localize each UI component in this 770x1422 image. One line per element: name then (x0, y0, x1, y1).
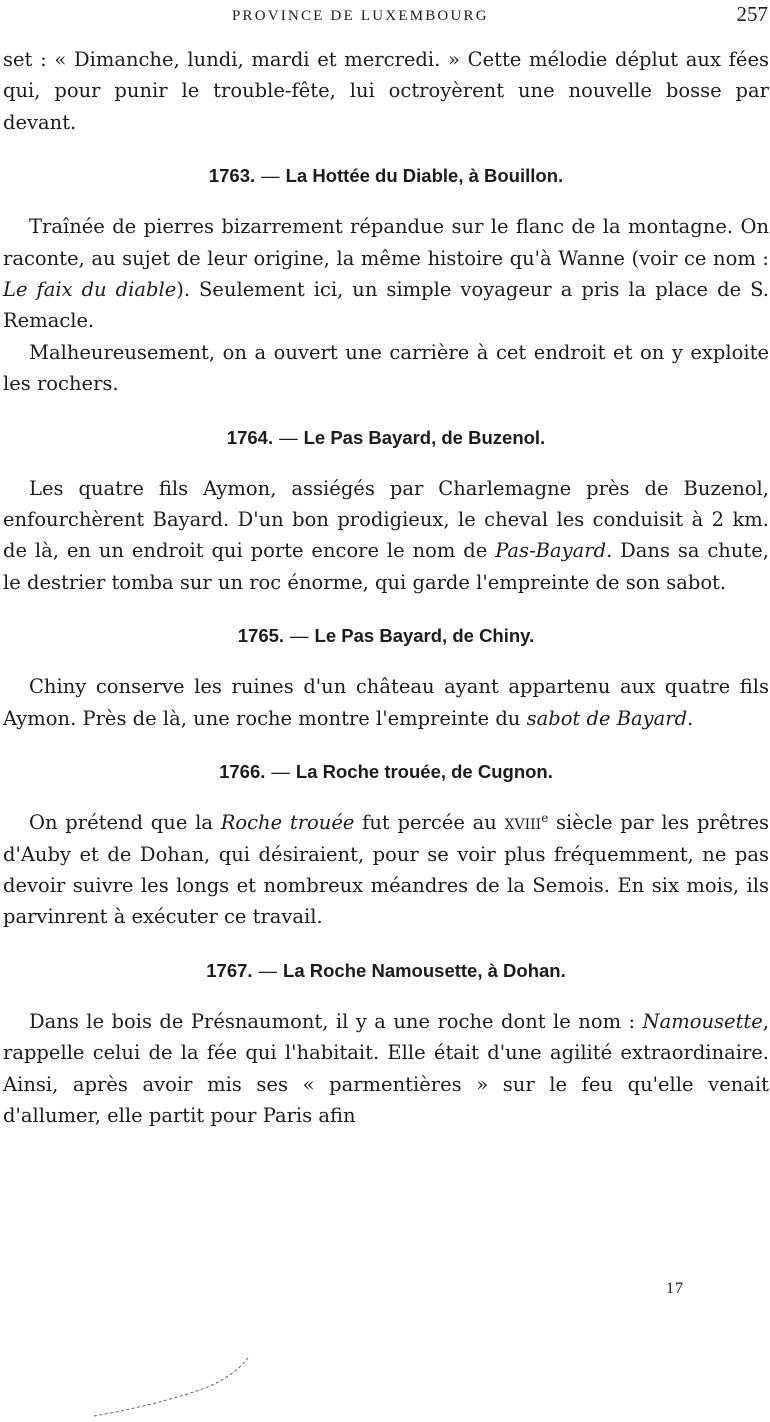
section-heading-1764 (3, 422, 769, 453)
text-run: . (687, 706, 694, 730)
heading-dash: — (261, 165, 280, 187)
text-run: Dans le bois de Présnaumont, il y a une roche dont le nom : (29, 1009, 643, 1033)
superscript: e (541, 811, 549, 826)
italic-title: Roche trouée (220, 811, 355, 835)
section-number: 1766. (219, 761, 266, 783)
section-title: La Roche trouée, de Cugnon. (295, 761, 553, 783)
text-run: Traînée de pierres bizarrement répandue sur le flanc de la montagne. On raconte, au sujet de leur origine, la même histoire qu'à Wanne (voir ce nom : (3, 215, 769, 270)
section-heading-1767 (3, 955, 769, 986)
text-run: , rappelle celui de la fée qui l'habitait. Elle était d'une agilité extraordinaire. Ainsi, après avoir mis ses « parmentières » sur le feu qu'elle venait d'allumer, elle partit pour Paris afin (3, 1009, 769, 1127)
text-run: Chiny conserve les ruines d'un château ayant appartenu aux quatre fils Aymon. Près de là, une roche montre l'empreinte du (3, 675, 769, 730)
page-header (0, 2, 770, 30)
pencil-stroke-mark (90, 1350, 260, 1420)
heading-dash: — (279, 426, 298, 448)
section-paragraph (3, 211, 769, 337)
italic-title: sabot de Bayard (526, 706, 688, 730)
italic-title: Le faix du diable (3, 278, 177, 302)
section-heading-1766 (3, 756, 769, 787)
text-run: Les quatre fils Aymon, assiégés par Charlemagne près de Buzenol, enfourchèrent Bayard. D'un bon prodigieux, le cheval les conduisit à 2 km. de là, en un endroit qui porte encore le nom de (3, 476, 769, 563)
heading-dash: — (258, 959, 278, 981)
heading-dash: — (290, 625, 309, 647)
opening-paragraph: set : « Dimanche, lundi, mardi et mercredi. » Cette mélodie déplut aux fées qui, pour punir le trouble-fête, lui octroyèrent une nouvelle bosse par devant. (3, 48, 769, 134)
section-paragraph (3, 473, 769, 599)
text-run: ). Seulement ici, un simple voyageur a pris la place de S. Remacle. (3, 278, 769, 333)
page-number: 257 (736, 2, 768, 26)
section-paragraph: Malheureusement, on a ouvert une carrière à cet endroit et on y exploite les rochers. (3, 340, 769, 396)
signature-mark: 17 (666, 1280, 684, 1297)
century-numeral: xviii (504, 811, 542, 835)
section-paragraph (3, 1006, 769, 1132)
section-title: Le Pas Bayard, de Buzenol. (303, 426, 546, 448)
section-heading-1765 (3, 620, 769, 651)
section-number: 1767. (206, 959, 253, 981)
page-body (3, 44, 769, 1131)
section-paragraph (3, 807, 769, 933)
section-heading-1763 (3, 160, 769, 191)
text-run: siècle par les prêtres d'Auby et de Dohan, qui désiraient, pour se voir plus fréquemment, ne pas devoir suivre les longs et nombreux méandres de la Semois. En six mois, ils parvinrent à exécuter ce travail. (3, 811, 769, 929)
text-run: . Dans sa chute, le destrier tomba sur un roc énorme, qui garde l'empreinte de son sabot. (3, 539, 769, 594)
text-run: On prétend que la (29, 811, 221, 835)
section-title: La Hottée du Diable, à Bouillon. (285, 165, 564, 187)
section-number: 1765. (237, 625, 285, 647)
running-title: PROVINCE DE LUXEMBOURG (232, 8, 489, 24)
section-title: La Roche Namousette, à Dohan. (283, 959, 566, 981)
section-number: 1764. (226, 426, 274, 448)
section-paragraph (3, 671, 769, 734)
section-title: Le Pas Bayard, de Chiny. (314, 625, 535, 647)
italic-title: Namousette (642, 1009, 763, 1033)
italic-title: Pas-Bayard (495, 539, 607, 563)
section-number: 1763. (208, 165, 256, 187)
text-run: fut percée au (354, 811, 505, 835)
heading-dash: — (271, 761, 290, 783)
